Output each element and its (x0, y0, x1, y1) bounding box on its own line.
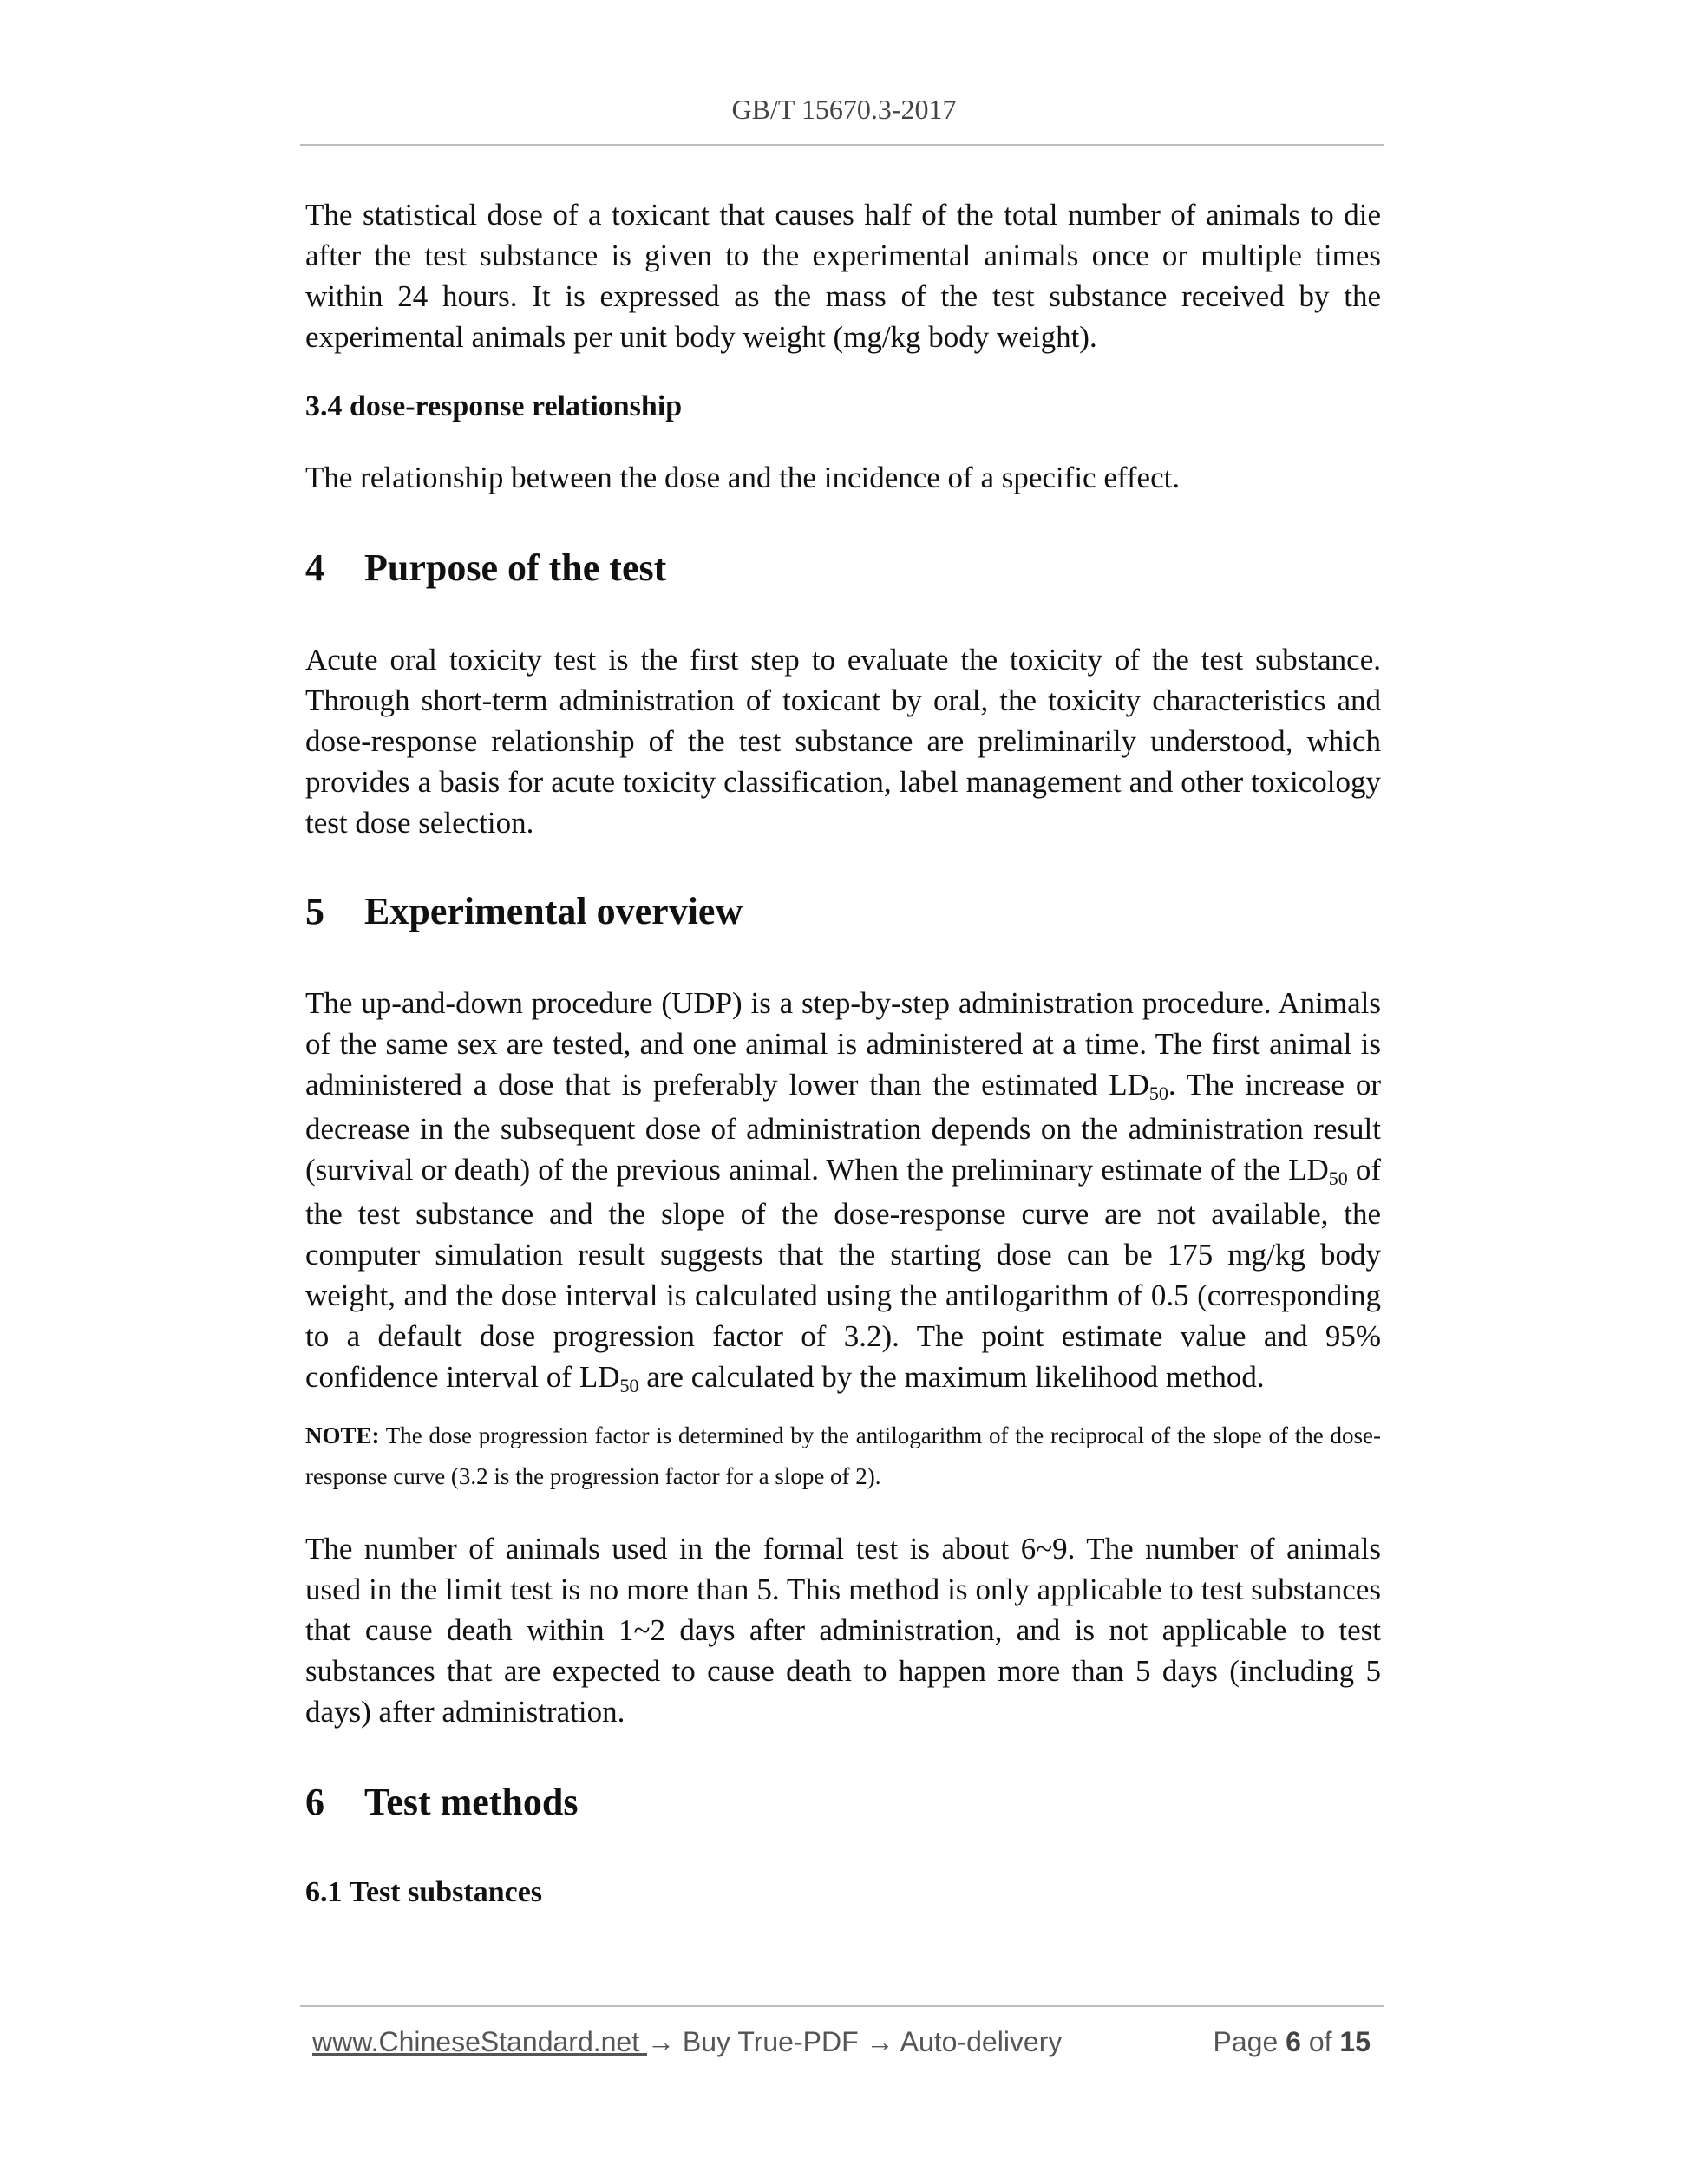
buy-text: → Buy True-PDF → Auto-delivery (647, 2026, 1063, 2057)
section-title: Test methods (364, 1781, 579, 1823)
note-label: NOTE: (305, 1422, 380, 1448)
section-number: 5 (305, 890, 324, 932)
note-paragraph (305, 1416, 1381, 1497)
footer-left (312, 2026, 1062, 2058)
subscript: 50 (1328, 1167, 1348, 1189)
footer-divider (300, 2005, 1384, 2007)
page-header: GB/T 15670.3-2017 (731, 94, 957, 125)
page-footer (312, 2026, 1379, 2064)
dose-response-paragraph: The relationship between the dose and the incidence of a specific effect. (305, 461, 1181, 494)
overview-paragraph: The up-and-down procedure (UDP) is a step-by-step administration procedure. Animals of the same sex are tested, and one animal is administered at a time. The first animal is administered a dose that is preferably lower than the estimated LD50. The increase or decrease in the subsequent dose of administration depends on the administration result (survival or death) of the previous animal. When the preliminary estimate of the LD50 of the test substance and the slope of the dose-response curve are not available, the computer simulation result suggests that the starting dose can be 175 mg/kg body weight, and the dose interval is calculated using the antilogarithm of 0.5 (corresponding to a default dose progression factor of 3.2). The point estimate value and 95% confidence interval of LD50 are calculated by the maximum likelihood method. (305, 986, 1382, 1396)
subsection-heading-6-1: 6.1 Test substances (305, 1876, 543, 1908)
definition-paragraph: The statistical dose of a toxicant that causes half of the total number of animals to die after the test substance is given to the experimental animals once or multiple times within 24 hours. It is expressed as the mass of the test substance received by the experimental animals per unit body weight (mg/kg body weight). (305, 198, 1381, 354)
section-heading-6 (305, 1779, 579, 1826)
animal-count-paragraph: The number of animals used in the formal test is about 6~9. The number of animals used in the limit test is no more than 5. This method is only applicable to test substances that cause death within 1~2 days after administration, and is not applicable to test substances that are expected to cause death to happen more than 5 days (including 5 days) after administration. (305, 1532, 1381, 1729)
section-title: Purpose of the test (364, 546, 667, 589)
section-heading-5 (305, 888, 743, 935)
page-total: 15 (1339, 2026, 1371, 2057)
site-link[interactable]: www.ChineseStandard.net (312, 2026, 647, 2057)
purpose-paragraph: Acute oral toxicity test is the first step to evaluate the toxicity of the test substance. Through short-term administration of toxicant by oral, the toxicity characteristics and dose-response relationship of the test substance are preliminarily understood, which provides a basis for acute toxicity classification, label management and other toxicology test dose selection. (305, 643, 1381, 840)
section-heading-4 (305, 545, 666, 592)
section-number: 6 (305, 1781, 324, 1823)
page-indicator: Page 6 of 15 (1213, 2026, 1371, 2057)
section-number: 4 (305, 546, 324, 589)
section-title: Experimental overview (364, 890, 743, 932)
note-text: The dose progression factor is determined by the antilogarithm of the reciprocal of the slope of the dose-response curve (3.2 is the progression factor for a slope of 2). (305, 1422, 1381, 1489)
header-divider (300, 144, 1384, 146)
page-current: 6 (1286, 2026, 1301, 2057)
subscript: 50 (619, 1375, 639, 1396)
subscript: 50 (1148, 1082, 1168, 1104)
subsection-heading-3-4: 3.4 dose-response relationship (305, 390, 683, 422)
